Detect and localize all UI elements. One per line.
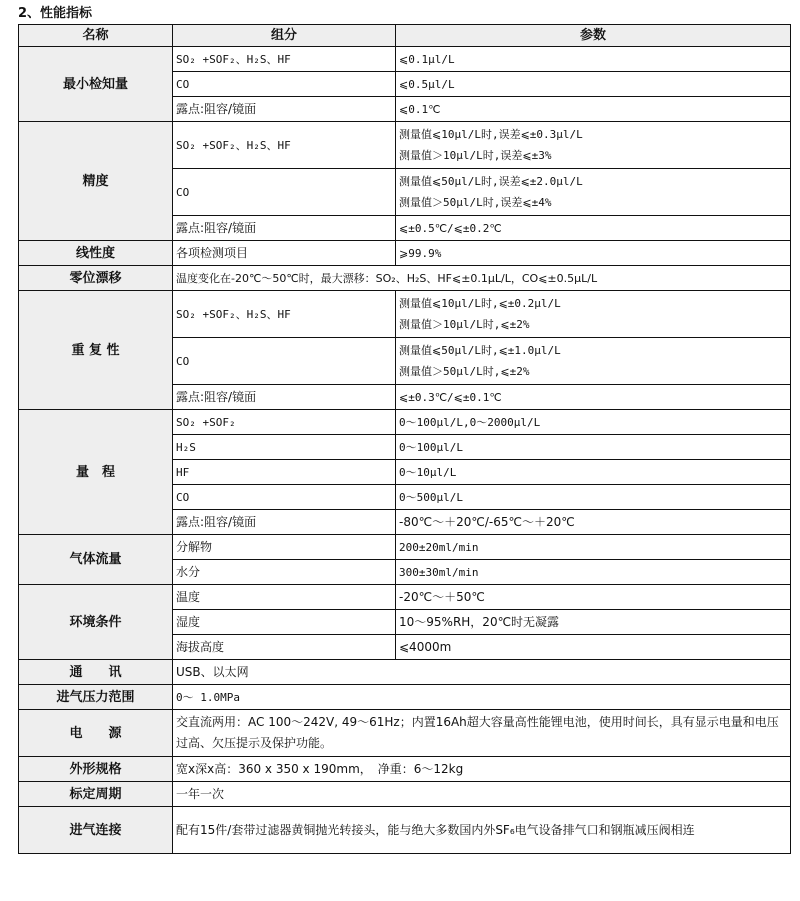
table-row bbox=[19, 47, 791, 72]
component-cell: 露点:阻容/镜面 bbox=[173, 216, 396, 241]
param-cell bbox=[396, 291, 791, 338]
row-name-linearity: 线性度 bbox=[19, 241, 173, 266]
param-cell: ⩽0.1μl/L bbox=[396, 47, 791, 72]
table-row bbox=[19, 585, 791, 610]
param-cell: ⩽0.5μl/L bbox=[396, 72, 791, 97]
row-name-min-detect: 最小检知量 bbox=[19, 47, 173, 122]
component-cell: 各项检测项目 bbox=[173, 241, 396, 266]
header-name: 名称 bbox=[19, 25, 173, 47]
param-line: 测量值＞10μl/L时,误差⩽±3% bbox=[399, 149, 552, 162]
table-row bbox=[19, 710, 791, 757]
param-cell: 配有15件/套带过滤器黄铜抛光转接头，能与绝大多数国内外SF₆电气设备排气口和钢瓶减压阀相连 bbox=[173, 807, 791, 854]
table-row bbox=[19, 291, 791, 338]
row-name-calib: 标定周期 bbox=[19, 782, 173, 807]
param-cell bbox=[396, 122, 791, 169]
param-cell: ⩽0.1℃ bbox=[396, 97, 791, 122]
param-cell: 0～10μl/L bbox=[396, 460, 791, 485]
param-cell: 200±20ml/min bbox=[396, 535, 791, 560]
header-component: 组分 bbox=[173, 25, 396, 47]
row-name-dims: 外形规格 bbox=[19, 757, 173, 782]
component-cell: 水分 bbox=[173, 560, 396, 585]
param-cell: ⩽±0.3℃/⩽±0.1℃ bbox=[396, 385, 791, 410]
row-name-zero-drift: 零位漂移 bbox=[19, 266, 173, 291]
param-line: 测量值⩽10μl/L时,⩽±0.2μl/L bbox=[399, 297, 561, 310]
param-cell: 0～100μl/L,0～2000μl/L bbox=[396, 410, 791, 435]
param-cell: USB、以太网 bbox=[173, 660, 791, 685]
param-cell: 0～100μl/L bbox=[396, 435, 791, 460]
row-name-environment: 环境条件 bbox=[19, 585, 173, 660]
param-line: 测量值＞10μl/L时,⩽±2% bbox=[399, 318, 530, 331]
component-cell: CO bbox=[173, 485, 396, 510]
component-cell: SO₂ +SOF₂、H₂S、HF bbox=[173, 47, 396, 72]
row-name-pressure: 进气压力范围 bbox=[19, 685, 173, 710]
row-name-gas-flow: 气体流量 bbox=[19, 535, 173, 585]
component-cell: 露点:阻容/镜面 bbox=[173, 510, 396, 535]
row-name-precision: 精度 bbox=[19, 122, 173, 241]
param-cell: -20℃～＋50℃ bbox=[396, 585, 791, 610]
component-cell: H₂S bbox=[173, 435, 396, 460]
param-cell bbox=[396, 169, 791, 216]
table-row bbox=[19, 241, 791, 266]
header-row bbox=[19, 25, 791, 47]
component-cell: 分解物 bbox=[173, 535, 396, 560]
param-cell: -80℃～＋20℃/-65℃～＋20℃ bbox=[396, 510, 791, 535]
table-row bbox=[19, 410, 791, 435]
param-line: 测量值＞50μl/L时,误差⩽±4% bbox=[399, 196, 552, 209]
row-name-power: 电 源 bbox=[19, 710, 173, 757]
param-cell: ⩾99.9% bbox=[396, 241, 791, 266]
param-cell: 300±30ml/min bbox=[396, 560, 791, 585]
component-cell: CO bbox=[173, 169, 396, 216]
table-row bbox=[19, 807, 791, 854]
param-cell: ⩽±0.5℃/⩽±0.2℃ bbox=[396, 216, 791, 241]
table-row bbox=[19, 757, 791, 782]
param-cell: 宽x深x高：360 x 350 x 190mm， 净重：6～12kg bbox=[173, 757, 791, 782]
row-name-range: 量 程 bbox=[19, 410, 173, 535]
param-cell: ⩽4000m bbox=[396, 635, 791, 660]
param-cell: 交直流两用：AC 100～242V, 49～61Hz；内置16Ah超大容量高性能锂电池，使用时间长，具有显示电量和电压过高、欠压提示及保护功能。 bbox=[173, 710, 791, 757]
section-heading: 2、性能指标 bbox=[18, 6, 93, 21]
table-row bbox=[19, 685, 791, 710]
component-cell: 露点:阻容/镜面 bbox=[173, 385, 396, 410]
param-cell: 一年一次 bbox=[173, 782, 791, 807]
component-cell: 露点:阻容/镜面 bbox=[173, 97, 396, 122]
param-line: 测量值⩽10μl/L时,误差⩽±0.3μl/L bbox=[399, 128, 583, 141]
param-cell: 温度变化在-20℃～50℃时，最大漂移：SO₂、H₂S、HF⩽±0.1μL/L，CO⩽±0.5μL/L bbox=[173, 266, 791, 291]
component-cell: SO₂ +SOF₂、H₂S、HF bbox=[173, 122, 396, 169]
param-cell: 0～ 1.0MPa bbox=[173, 685, 791, 710]
table-row bbox=[19, 122, 791, 169]
table-row bbox=[19, 535, 791, 560]
param-cell: 10～95%RH，20℃时无凝露 bbox=[396, 610, 791, 635]
component-cell: SO₂ +SOF₂、H₂S、HF bbox=[173, 291, 396, 338]
performance-spec-table bbox=[18, 24, 791, 854]
param-line: 测量值＞50μl/L时,⩽±2% bbox=[399, 365, 530, 378]
table-row bbox=[19, 266, 791, 291]
param-line: 测量值⩽50μl/L时,误差⩽±2.0μl/L bbox=[399, 175, 583, 188]
param-cell: 0～500μl/L bbox=[396, 485, 791, 510]
component-cell: 湿度 bbox=[173, 610, 396, 635]
component-cell: HF bbox=[173, 460, 396, 485]
component-cell: 温度 bbox=[173, 585, 396, 610]
component-cell: SO₂ +SOF₂ bbox=[173, 410, 396, 435]
component-cell: CO bbox=[173, 72, 396, 97]
row-name-repeatability: 重 复 性 bbox=[19, 291, 173, 410]
row-name-comm: 通 讯 bbox=[19, 660, 173, 685]
row-name-inlet: 进气连接 bbox=[19, 807, 173, 854]
param-line: 测量值⩽50μl/L时,⩽±1.0μl/L bbox=[399, 344, 561, 357]
header-param: 参数 bbox=[396, 25, 791, 47]
table-row bbox=[19, 782, 791, 807]
table-row bbox=[19, 660, 791, 685]
param-cell bbox=[396, 338, 791, 385]
component-cell: 海拔高度 bbox=[173, 635, 396, 660]
component-cell: CO bbox=[173, 338, 396, 385]
